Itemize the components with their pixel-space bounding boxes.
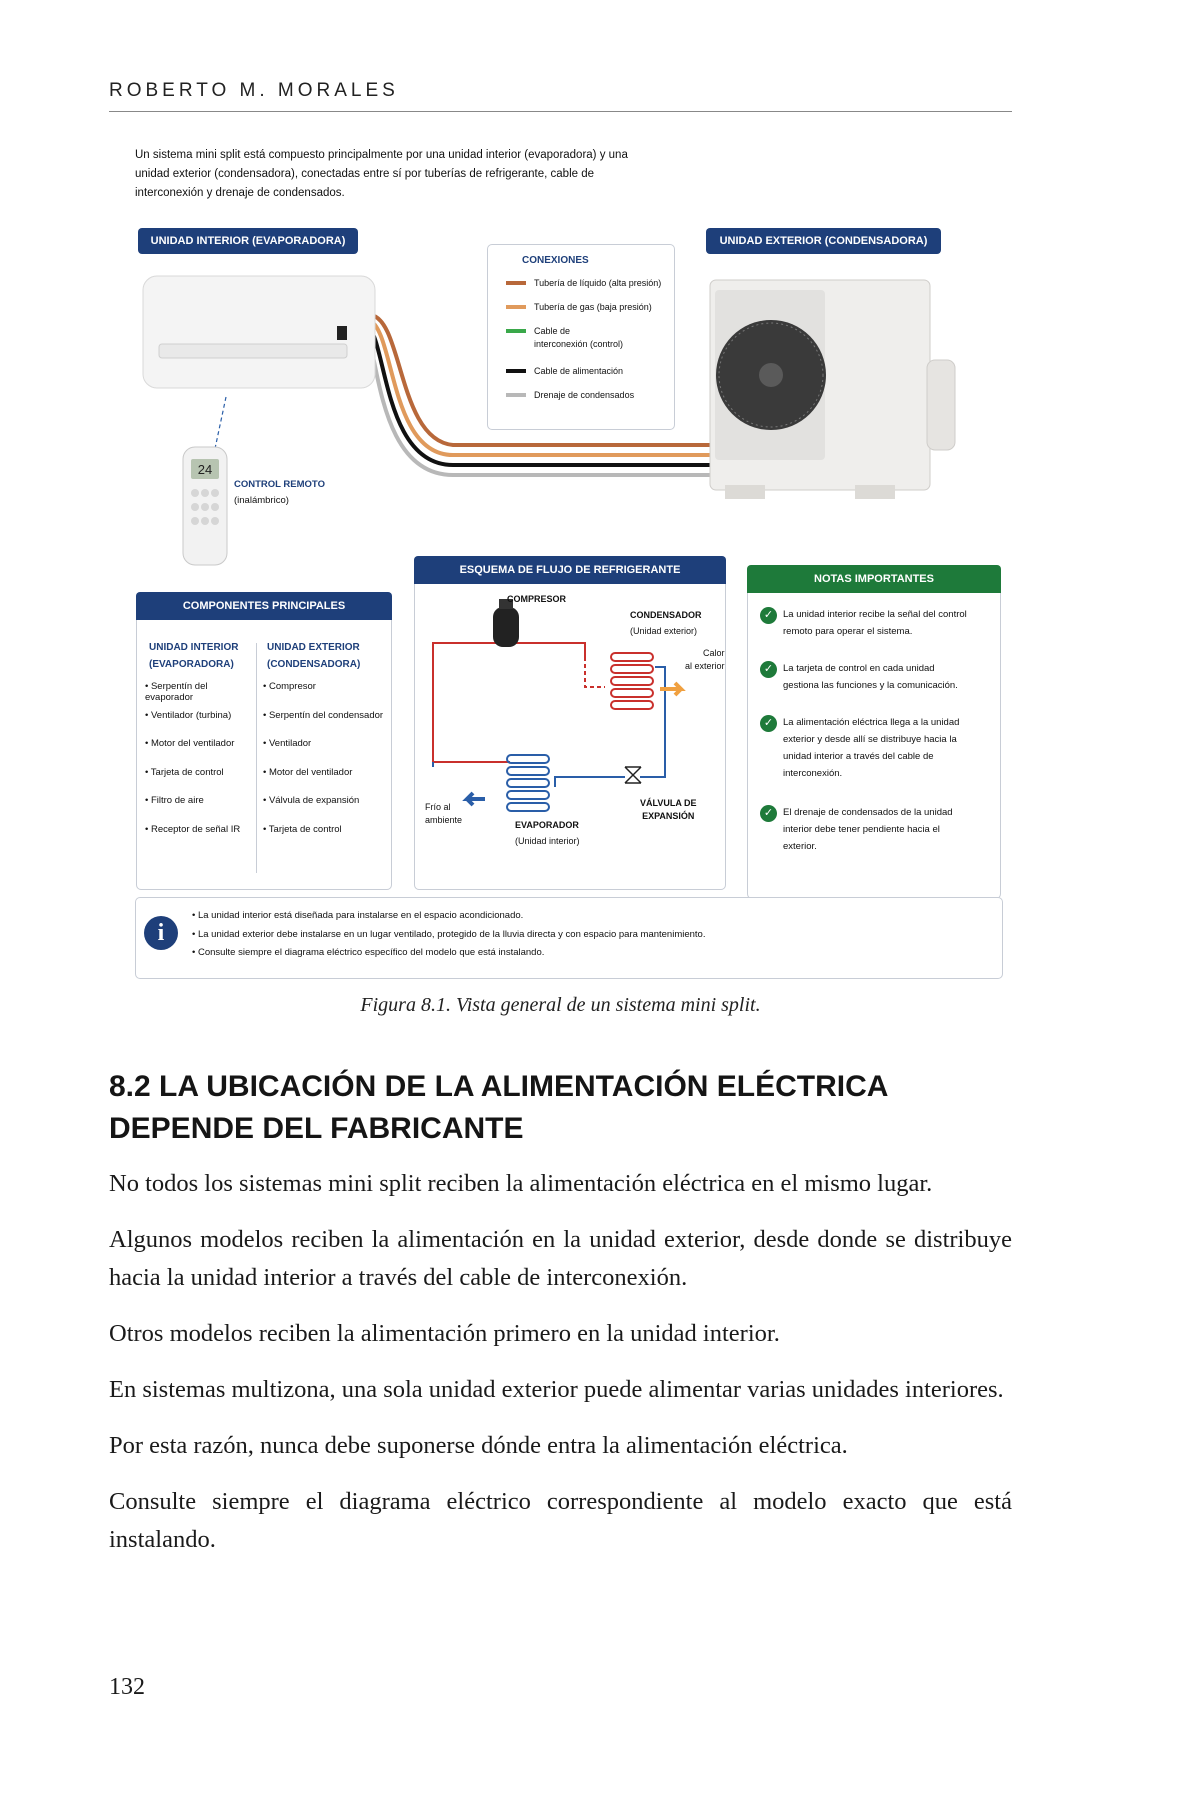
running-head-author: ROBERTO M. MORALES [109, 80, 399, 101]
remote-subtitle: (inalámbrico) [234, 495, 289, 506]
paragraph: En sistemas multizona, una sola unidad exterior puede alimentar varias unidades interiores. [109, 1376, 1004, 1403]
paragraph: Por esta razón, nunca debe suponerse dónde entra la alimentación eléctrica. [109, 1432, 848, 1459]
legend-label: Tubería de gas (baja presión) [534, 302, 652, 312]
remote-display: 24 [197, 462, 213, 477]
list-item: • Motor del ventilador [263, 767, 389, 796]
info-box [135, 897, 1003, 979]
list-item: • Serpentín del condensador [263, 710, 389, 739]
power-cable-swatch [506, 369, 526, 373]
flow-heat-label: Calor al exterior [685, 648, 725, 671]
note-item: ✓ La unidad interior recibe la señal del control remoto para operar el sistema. [760, 606, 970, 640]
indoor-unit-label: UNIDAD INTERIOR (EVAPORADORA) [138, 228, 358, 254]
drain-line-swatch [506, 393, 526, 397]
legend-label: Drenaje de condensados [534, 390, 635, 400]
flow-condenser-label: CONDENSADOR [630, 610, 702, 620]
paragraph: Otros modelos reciben la alimentación primero en la unidad interior. [109, 1320, 780, 1347]
list-item: • Ventilador (turbina) [145, 710, 257, 739]
liquid-line-swatch [506, 281, 526, 285]
components-indoor-head: UNIDAD INTERIOR (EVAPORADORA) [149, 642, 239, 670]
legend-label: Cable de alimentación [534, 366, 624, 376]
flow-valve-label: VÁLVULA DE EXPANSIÓN [640, 798, 697, 821]
legend-item [506, 389, 634, 402]
list-item: • Tarjeta de control [263, 824, 389, 853]
indoor-unit-illustration [141, 270, 421, 396]
flow-evaporator-sub: (Unidad interior) [515, 836, 580, 846]
paragraph: No todos los sistemas mini split reciben la alimentación eléctrica en el mismo lugar. [109, 1170, 933, 1197]
notes-title: NOTAS IMPORTANTES [747, 565, 1001, 593]
remote-control-illustration [179, 445, 233, 568]
list-item: • Compresor [263, 681, 389, 710]
legend-label: Tubería de líquido (alta presión) [534, 278, 662, 288]
components-outdoor-head: UNIDAD EXTERIOR (CONDENSADORA) [267, 642, 361, 670]
list-item: • Filtro de aire [145, 795, 257, 824]
flow-condenser-sub: (Unidad exterior) [630, 626, 698, 636]
note-item: ✓ La tarjeta de control en cada unidad gestiona las funciones y la comunicación. [760, 660, 970, 694]
list-item: • Receptor de señal IR [145, 824, 257, 853]
flow-cold-label: Frío al ambiente [425, 802, 463, 825]
section-body [109, 1165, 1012, 1577]
connections-title: CONEXIONES [522, 255, 589, 266]
list-item: • Motor del ventilador [145, 738, 257, 767]
components-panel [136, 592, 392, 890]
list-item: • Válvula de expansión [263, 795, 389, 824]
remote-title: CONTROL REMOTO [234, 479, 325, 490]
figure-mini-split [133, 140, 1001, 978]
flow-compressor-label: COMPRESOR [507, 594, 567, 604]
figure-caption: Figura 8.1. Vista general de un sistema mini split. [360, 994, 761, 1016]
legend-item [506, 325, 626, 351]
legend-item [506, 301, 652, 314]
check-icon: ✓ [760, 607, 777, 624]
list-item: • Serpentín del evaporador [145, 681, 257, 710]
legend-label: Cable de interconexión (control) [534, 326, 624, 349]
refrigerant-flow-panel [414, 556, 726, 890]
gas-line-swatch [506, 305, 526, 309]
flow-evaporator-label: EVAPORADOR [515, 820, 579, 830]
components-indoor-list [145, 681, 257, 852]
control-cable-swatch [506, 329, 526, 333]
note-item: ✓ La alimentación eléctrica llega a la unidad exterior y desde allí se distribuye hacia la unidad interior a través del cable de interconexión. [760, 714, 970, 782]
info-icon: i [144, 916, 178, 950]
check-icon: ✓ [760, 661, 777, 678]
page-number: 132 [109, 1674, 145, 1700]
outdoor-unit-label: UNIDAD EXTERIOR (CONDENSADORA) [706, 228, 941, 254]
check-icon: ✓ [760, 805, 777, 822]
list-item: • Ventilador [263, 738, 389, 767]
list-item: • La unidad exterior debe instalarse en un lugar ventilado, protegido de la lluvia directa y con espacio para mantenimiento. [192, 929, 705, 948]
legend-item [506, 277, 661, 290]
components-title: COMPONENTES PRINCIPALES [136, 592, 392, 620]
flow-title: ESQUEMA DE FLUJO DE REFRIGERANTE [414, 556, 726, 584]
check-icon: ✓ [760, 715, 777, 732]
connections-legend [487, 244, 675, 430]
remote-label [234, 477, 325, 509]
note-item: ✓ El drenaje de condensados de la unidad interior debe tener pendiente hacia el exterior. [760, 804, 970, 855]
list-item: • Tarjeta de control [145, 767, 257, 796]
info-list [192, 910, 705, 966]
list-item: • Consulte siempre el diagrama eléctrico específico del modelo que está instalando. [192, 947, 705, 966]
components-outdoor-list [263, 681, 389, 852]
paragraph: Consulte siempre el diagrama eléctrico correspondiente al modelo exacto que está instalando. [109, 1488, 1012, 1553]
legend-item [506, 365, 623, 378]
paragraph: Algunos modelos reciben la alimentación en la unidad exterior, desde donde se distribuye hacia la unidad interior a través del cable de interconexión. [109, 1226, 1012, 1291]
section-title: 8.2 LA UBICACIÓN DE LA ALIMENTACIÓN ELÉCTRICA DEPENDE DEL FABRICANTE [109, 1070, 888, 1145]
figure-intro-text: Un sistema mini split está compuesto principalmente por una unidad interior (evaporadora) y una unidad exterior (condensadora), conectadas entre sí por tuberías de refrigerante, cable de interconexión y drenaje de condensados. [135, 149, 628, 199]
header-rule [109, 111, 1012, 112]
notes-panel [747, 565, 1001, 899]
list-item: • La unidad interior está diseñada para instalarse en el espacio acondicionado. [192, 910, 705, 929]
